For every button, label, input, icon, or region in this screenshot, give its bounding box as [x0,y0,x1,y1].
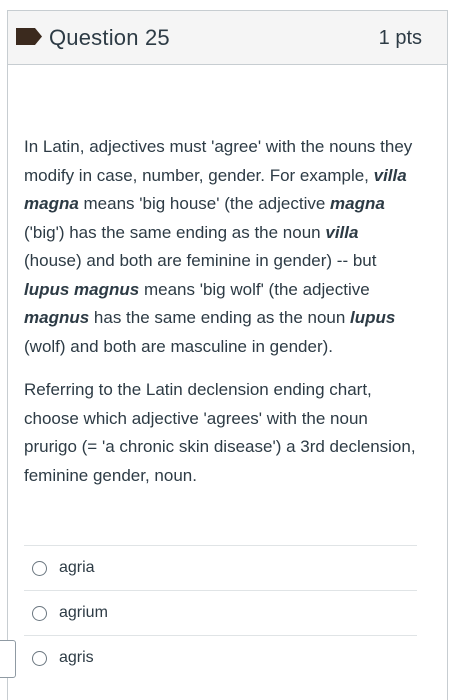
latin-term: magnus [24,308,90,327]
latin-term: villa magna [24,165,407,213]
answer-list [24,545,417,680]
answer-option[interactable] [24,635,417,680]
paragraph-text: (house) and both are feminine in gender) -- but [24,251,377,270]
latin-term: villa [325,222,359,242]
question-title: Question 25 [49,25,170,50]
flag-icon[interactable] [16,28,42,45]
radio-button[interactable] [32,561,47,576]
latin-term: lupus magnus [24,279,140,299]
answer-option[interactable] [24,545,417,590]
radio-button[interactable] [32,606,47,621]
paragraph-text: ('big') has the same ending as the noun [24,222,326,242]
answer-label: agria [59,559,95,576]
question-text [24,133,419,490]
paragraph-text: In Latin, adjectives must 'agree' with the nouns they modify in case, number, gender. For example, [24,137,413,185]
question-points: 1 pts [378,27,422,49]
paragraph-text: means 'big house' (the adjective [78,194,331,213]
answer-label: agrium [59,604,108,621]
latin-term: magna [330,194,385,213]
question-header [8,11,447,65]
radio-button[interactable] [32,651,47,666]
question-paragraph-2: Referring to the Latin declension ending chart, choose which adjective 'agrees' with the noun prurigo (= 'a chronic skin disease') a 3rd declension, feminine gender, noun. [24,380,416,485]
paragraph-text: has the same ending as the noun [89,308,351,327]
paragraph-text: means 'big wolf' (the adjective [139,279,370,299]
page-edge [466,0,473,700]
question-paragraph-1 [24,133,419,361]
latin-term: lupus [350,308,396,327]
answer-option[interactable] [24,590,417,635]
paragraph-text: (wolf) and both are masculine in gender). [24,336,333,356]
answer-label: agris [59,649,94,666]
side-panel-tab[interactable] [0,640,16,678]
